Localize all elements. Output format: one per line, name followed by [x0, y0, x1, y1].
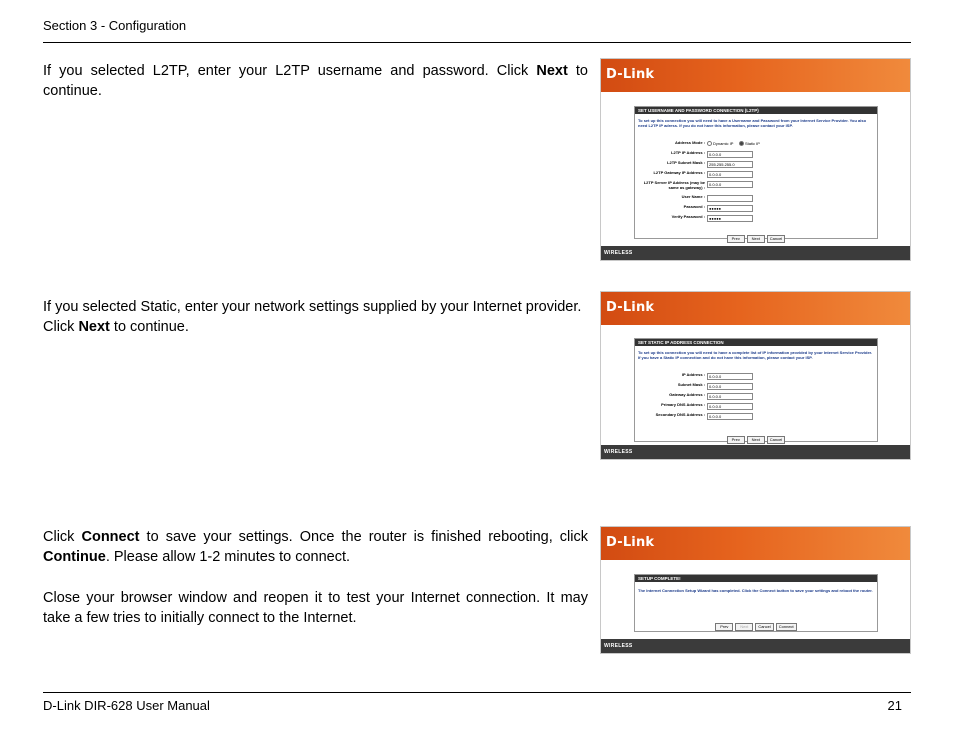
form-row: User Name :	[635, 195, 877, 203]
dynamic-ip-radio[interactable]: Dynamic IP	[707, 141, 733, 147]
next-button[interactable]: Next	[747, 235, 765, 243]
dlink-banner	[601, 292, 910, 325]
l2tp-subnet-field[interactable]: 255.255.255.0	[707, 161, 753, 168]
cancel-button[interactable]: Cancel	[767, 235, 785, 243]
section-header: Section 3 - Configuration	[43, 18, 187, 33]
dlink-logo: D-Link	[606, 67, 655, 82]
gateway-field[interactable]: 0.0.0.0	[707, 393, 753, 400]
form-row: Password : ●●●●●	[635, 205, 877, 213]
form-row: L2TP Subnet Mask : 255.255.255.0	[635, 161, 877, 169]
form-description: To set up this connection you will need to have a Username and Password from your Internet Service Provider. You also need L2TP IP adress. If you do not have this information, please contact your ISP.	[638, 118, 867, 128]
l2tp-ip-field[interactable]: 0.0.0.0	[707, 151, 753, 158]
l2tp-screenshot	[600, 58, 911, 261]
next-button: Next	[735, 623, 753, 631]
button-row	[635, 428, 877, 442]
setup-complete-screenshot	[600, 526, 911, 654]
form-row: Subnet Mask : 0.0.0.0	[635, 383, 877, 391]
form-row: L2TP IP Address : 0.0.0.0	[635, 151, 877, 159]
cancel-button[interactable]: Cancel	[755, 623, 773, 631]
form-description: To set up this connection you will need to have a complete list of IP information provided by your Internet Service Provider. If you have a Static IP connection and do not have this information, please contact your ISP.	[638, 350, 873, 360]
footer-rule	[43, 692, 911, 693]
form-row: L2TP Gateway IP Address : 0.0.0.0	[635, 171, 877, 179]
l2tp-instructions: If you selected L2TP, enter your L2TP username and password. Click Next to continue.	[43, 63, 588, 99]
wireless-footer: WIRELESS	[601, 639, 910, 653]
form-title: SETUP COMPLETE!	[635, 575, 877, 582]
connect-button[interactable]: Connect	[776, 623, 797, 631]
primary-dns-field[interactable]: 0.0.0.0	[707, 403, 753, 410]
static-instructions: If you selected Static, enter your network settings supplied by your Internet provider. Click Next to continue.	[43, 299, 582, 335]
form-row: L2TP Server IP Address (may be same as gateway) : 0.0.0.0	[635, 181, 877, 193]
form-description: The Internet Connection Setup Wizard has completed. Click the Connect button to save your settings and reboot the router.	[638, 588, 873, 593]
button-row	[635, 615, 877, 629]
page-number: 21	[887, 698, 902, 713]
connect-instructions: Click Connect to save your settings. Once the router is finished rebooting, click Continue. Please allow 1-2 minutes to connect.	[43, 529, 588, 565]
form-row: Secondary DNS Address : 0.0.0.0	[635, 413, 877, 421]
dlink-logo: D-Link	[606, 300, 655, 315]
prev-button[interactable]: Prev	[715, 623, 733, 631]
dlink-logo: D-Link	[606, 535, 655, 550]
header-rule	[43, 42, 911, 43]
dlink-banner	[601, 59, 910, 92]
prev-button[interactable]: Prev	[727, 436, 745, 444]
wireless-footer: WIRELESS	[601, 246, 910, 260]
form-row: Gateway Address : 0.0.0.0	[635, 393, 877, 401]
address-mode-row: Address Mode : Dynamic IP Static IP	[674, 140, 760, 146]
static-ip-radio[interactable]: Static IP	[739, 141, 760, 147]
verify-password-field[interactable]: ●●●●●	[707, 215, 753, 222]
l2tp-server-field[interactable]: 0.0.0.0	[707, 181, 753, 188]
secondary-dns-field[interactable]: 0.0.0.0	[707, 413, 753, 420]
static-screenshot	[600, 291, 911, 460]
l2tp-gateway-field[interactable]: 0.0.0.0	[707, 171, 753, 178]
prev-button[interactable]: Prev	[727, 235, 745, 243]
ip-address-field[interactable]: 0.0.0.0	[707, 373, 753, 380]
button-row	[635, 227, 877, 241]
dlink-banner	[601, 527, 910, 560]
form-row: IP Address : 0.0.0.0	[635, 373, 877, 381]
username-field[interactable]	[707, 195, 753, 202]
form-title: SET STATIC IP ADDRESS CONNECTION	[635, 339, 877, 346]
l2tp-form	[634, 106, 878, 239]
cancel-button[interactable]: Cancel	[767, 436, 785, 444]
manual-title: D-Link DIR-628 User Manual	[43, 698, 210, 713]
form-row: Verify Password : ●●●●●	[635, 215, 877, 223]
form-row: Primary DNS Address : 0.0.0.0	[635, 403, 877, 411]
wireless-footer: WIRELESS	[601, 445, 910, 459]
next-button[interactable]: Next	[747, 436, 765, 444]
form-title: SET USERNAME AND PASSWORD CONNECTION (L2TP)	[635, 107, 877, 114]
static-form	[634, 338, 878, 442]
setup-complete-box	[634, 574, 878, 632]
subnet-mask-field[interactable]: 0.0.0.0	[707, 383, 753, 390]
browser-instructions: Close your browser window and reopen it to test your Internet connection. It may take a few tries to initially connect to the Internet.	[43, 590, 588, 626]
password-field[interactable]: ●●●●●	[707, 205, 753, 212]
